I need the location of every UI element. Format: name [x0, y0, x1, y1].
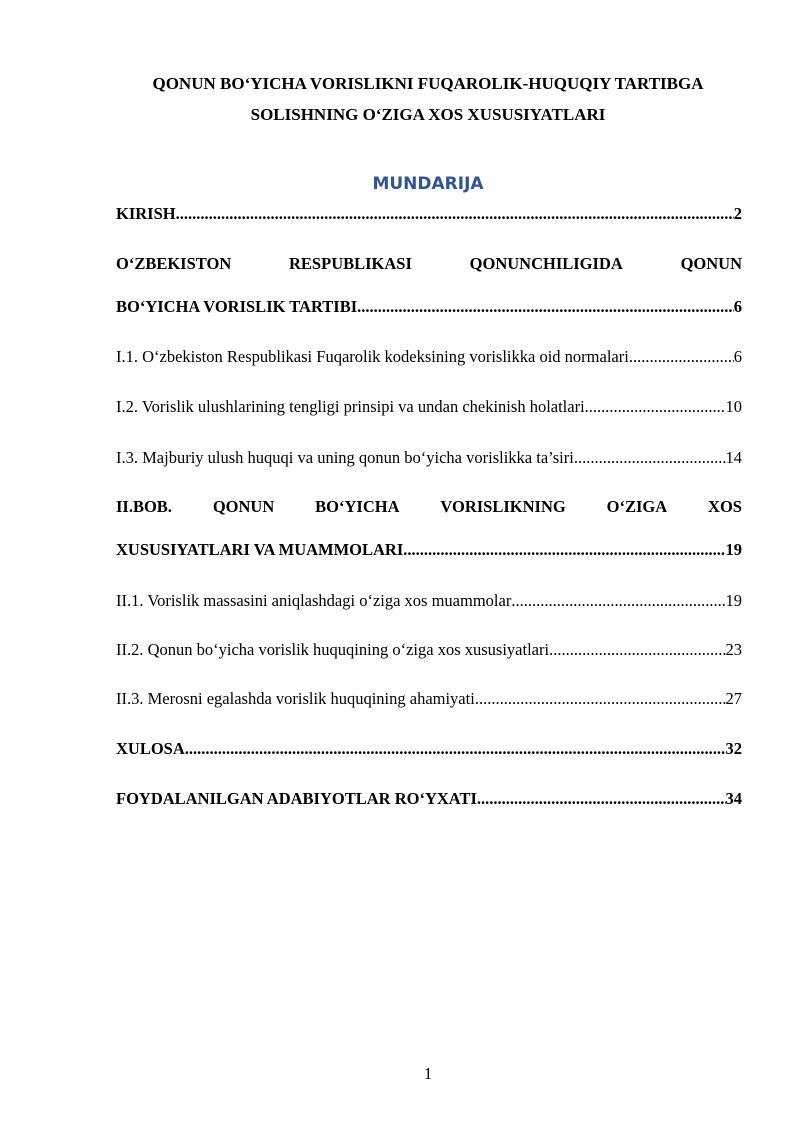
toc-entry-label: I.2. Vorislik ulushlarining tengligi prinsipi va undan chekinish holatlari — [116, 397, 585, 416]
page-number: 1 — [423, 1064, 433, 1083]
toc-entry-page: 32 — [725, 739, 742, 758]
toc-entry-label: FOYDALANILGAN ADABIYOTLAR RO‘YXATI — [116, 789, 477, 808]
toc-entry-label: I.1. O‘zbekiston Respublikasi Fuqarolik kodeksining vorislikka oid normalari — [116, 347, 629, 366]
toc-entry-page: 6 — [733, 347, 742, 366]
toc-chapter-1-line-2 — [116, 295, 742, 319]
toc-entry-label: XULOSA — [116, 739, 185, 758]
toc-entry-label: II.1. Vorislik massasini aniqlashdagi o‘ziga xos muammolar — [116, 591, 512, 610]
toc-entry-page: 14 — [725, 448, 742, 467]
toc-entry-intro[interactable] — [116, 202, 742, 226]
toc-entry-section-2-2[interactable] — [116, 638, 742, 662]
toc-heading: MUNDARIJA — [372, 174, 484, 194]
toc-entry-page: 6 — [733, 297, 742, 316]
toc-entry-page: 27 — [725, 689, 742, 708]
toc-word: RESPUBLIKASI — [289, 254, 412, 273]
toc-leader-dots — [403, 538, 725, 562]
toc-word: QONUN — [212, 497, 275, 516]
toc-entry-section-1-3[interactable] — [116, 446, 742, 470]
document-title-line-1: QONUN BO‘YICHA VORISLIKNI FUQAROLIK-HUQUQIY TARTIBGA — [152, 74, 704, 93]
toc-entry-label: II.3. Merosni egalashda vorislik huquqining ahamiyati — [116, 689, 475, 708]
toc-entry-section-1-1[interactable] — [116, 345, 742, 369]
table-of-contents — [116, 0, 742, 1131]
toc-entry-chapter-2[interactable] — [116, 495, 742, 562]
toc-entry-page: 19 — [725, 540, 742, 559]
toc-word: BO‘YICHA — [315, 497, 400, 516]
document-title-line-2: SOLISHNING O‘ZIGA XOS XUSUSIYATLARI — [250, 105, 606, 124]
toc-word: II.BOB. — [116, 497, 172, 516]
toc-leader-dots — [574, 446, 726, 470]
toc-word: QONUN — [680, 254, 742, 273]
toc-chapter-2-line-1 — [116, 495, 742, 519]
toc-leader-dots — [357, 295, 734, 319]
toc-leader-dots — [475, 687, 726, 711]
toc-leader-dots — [629, 345, 734, 369]
toc-entry-section-2-1[interactable] — [116, 589, 742, 613]
toc-leader-dots — [585, 395, 726, 419]
toc-entry-section-2-3[interactable] — [116, 687, 742, 711]
toc-leader-dots — [176, 202, 734, 226]
toc-word: QONUNCHILIGIDA — [469, 254, 623, 273]
toc-entry-page: 23 — [725, 640, 742, 659]
toc-entry-label: KIRISH — [116, 204, 176, 223]
toc-entry-label: II.2. Qonun bo‘yicha vorislik huquqining o‘ziga xos xususiyatlari — [116, 640, 550, 659]
toc-entry-label: XUSUSIYATLARI VA MUAMMOLARI — [116, 540, 404, 559]
toc-chapter-1-line-1 — [116, 252, 742, 276]
toc-leader-dots — [549, 638, 725, 662]
toc-chapter-2-line-2 — [116, 538, 742, 562]
toc-entry-label: I.3. Majburiy ulush huquqi va uning qonun bo‘yicha vorislikka ta’siri — [116, 448, 574, 467]
toc-entry-references[interactable] — [116, 787, 742, 811]
toc-word: O‘ZBEKISTON — [116, 254, 232, 273]
toc-entry-chapter-1[interactable] — [116, 252, 742, 319]
toc-leader-dots — [477, 787, 726, 811]
toc-entry-section-1-2[interactable] — [116, 395, 742, 419]
toc-word: O‘ZIGA — [606, 497, 668, 516]
toc-word: XOS — [708, 497, 742, 516]
toc-entry-page: 34 — [725, 789, 742, 808]
toc-leader-dots — [185, 737, 726, 761]
toc-leader-dots — [511, 589, 725, 613]
toc-entry-conclusion[interactable] — [116, 737, 742, 761]
toc-entry-page: 10 — [725, 397, 742, 416]
toc-entry-page: 2 — [733, 204, 742, 223]
toc-word: VORISLIKNING — [440, 497, 566, 516]
toc-entry-page: 19 — [725, 591, 742, 610]
toc-entry-label: BO‘YICHA VORISLIK TARTIBI — [116, 297, 358, 316]
